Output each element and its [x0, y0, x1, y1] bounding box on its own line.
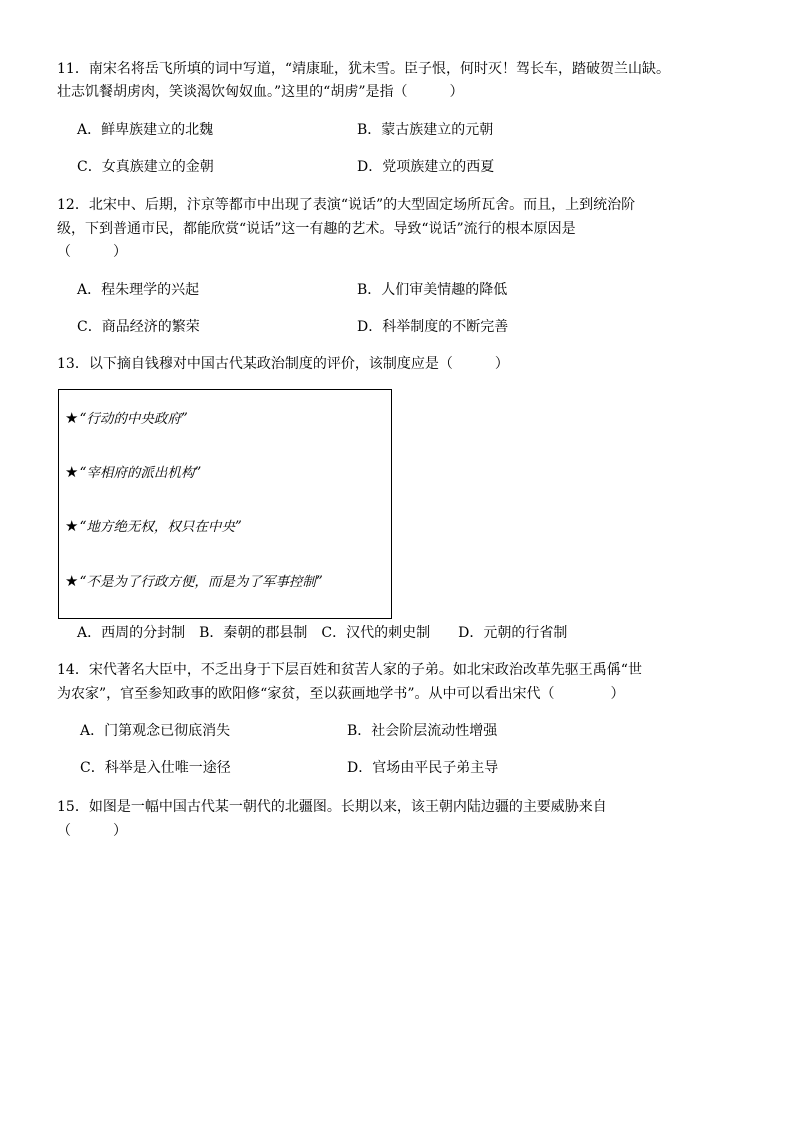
q12-option-d[interactable]: D．科举制度的不断完善 — [357, 319, 509, 335]
q14-option-b[interactable]: B．社会阶层流动性增强 — [347, 723, 498, 739]
q15-answer-blank: （ ） — [57, 823, 127, 839]
q11-stem-line-1: 11．南宋名将岳飞所填的词中写道，“靖康耻，犹未雪。臣子恨，何时灭！驾长车，踏破贺兰山缺。 — [57, 61, 670, 77]
q13-stem: 13．以下摘自钱穆对中国古代某政治制度的评价，该制度应是（ ） — [57, 356, 509, 372]
star-icon: ★ — [65, 572, 79, 590]
q12-stem-line-2: 级，下到普通市民，都能欣赏“说话”这一有趣的艺术。导致“说话”流行的根本原因是 — [57, 221, 576, 237]
star-icon: ★ — [65, 517, 79, 535]
q12-option-c[interactable]: C．商品经济的繁荣 — [77, 319, 200, 335]
map-figure-area — [57, 850, 737, 1110]
quote-text: “不是为了行政方便，而是为了军事控制” — [79, 574, 323, 590]
quote-text: “地方绝无权，权只在中央” — [79, 519, 242, 535]
q12-option-b[interactable]: B．人们审美情趣的降低 — [357, 282, 508, 298]
q15-stem-line-1: 15．如图是一幅中国古代某一朝代的北疆图。长期以来，该王朝内陆边疆的主要威胁来自 — [57, 799, 607, 815]
quote-box — [58, 389, 392, 619]
q12-stem-line-1: 12．北宋中、后期，汴京等都市中出现了表演“说话”的大型固定场所瓦舍。而且，上到统治阶 — [57, 197, 636, 213]
q11-stem-line-2: 壮志饥餐胡虏肉，笑谈渴饮匈奴血。”这里的“胡虏”是指（ ） — [57, 84, 464, 100]
q12-option-a[interactable]: A．程朱理学的兴起 — [77, 282, 200, 298]
star-icon: ★ — [65, 463, 79, 481]
q14-stem-line-2: 为农家”，官至参知政事的欧阳修“家贫，至以荻画地学书”。从中可以看出宋代（ ） — [57, 686, 625, 702]
q12-answer-blank: （ ） — [57, 244, 127, 260]
q11-option-a[interactable]: A．鲜卑族建立的北魏 — [77, 122, 214, 138]
quote-item — [65, 408, 188, 429]
q14-option-a[interactable]: A．门第观念已彻底消失 — [80, 723, 231, 739]
quote-text: “行动的中央政府” — [79, 411, 188, 427]
q13-options-line[interactable]: A．西周的分封制 B．秦朝的郡县制 C．汉代的刺史制 D．元朝的行省制 — [77, 625, 568, 641]
q14-option-c[interactable]: C．科举是入仕唯一途径 — [80, 760, 231, 776]
quote-item — [65, 462, 201, 483]
q11-option-b[interactable]: B．蒙古族建立的元朝 — [357, 122, 494, 138]
q11-option-d[interactable]: D．党项族建立的西夏 — [357, 159, 495, 175]
star-icon: ★ — [65, 409, 79, 427]
q14-option-d[interactable]: D．官场由平民子弟主导 — [347, 760, 499, 776]
quote-item — [65, 516, 242, 537]
quote-text: “宰相府的派出机构” — [79, 465, 202, 481]
q14-stem-line-1: 14．宋代著名大臣中，不乏出身于下层百姓和贫苦人家的子弟。如北宋政治改革先驱王禹偁“世 — [57, 662, 642, 678]
q11-option-c[interactable]: C．女真族建立的金朝 — [77, 159, 214, 175]
quote-item — [65, 571, 323, 592]
